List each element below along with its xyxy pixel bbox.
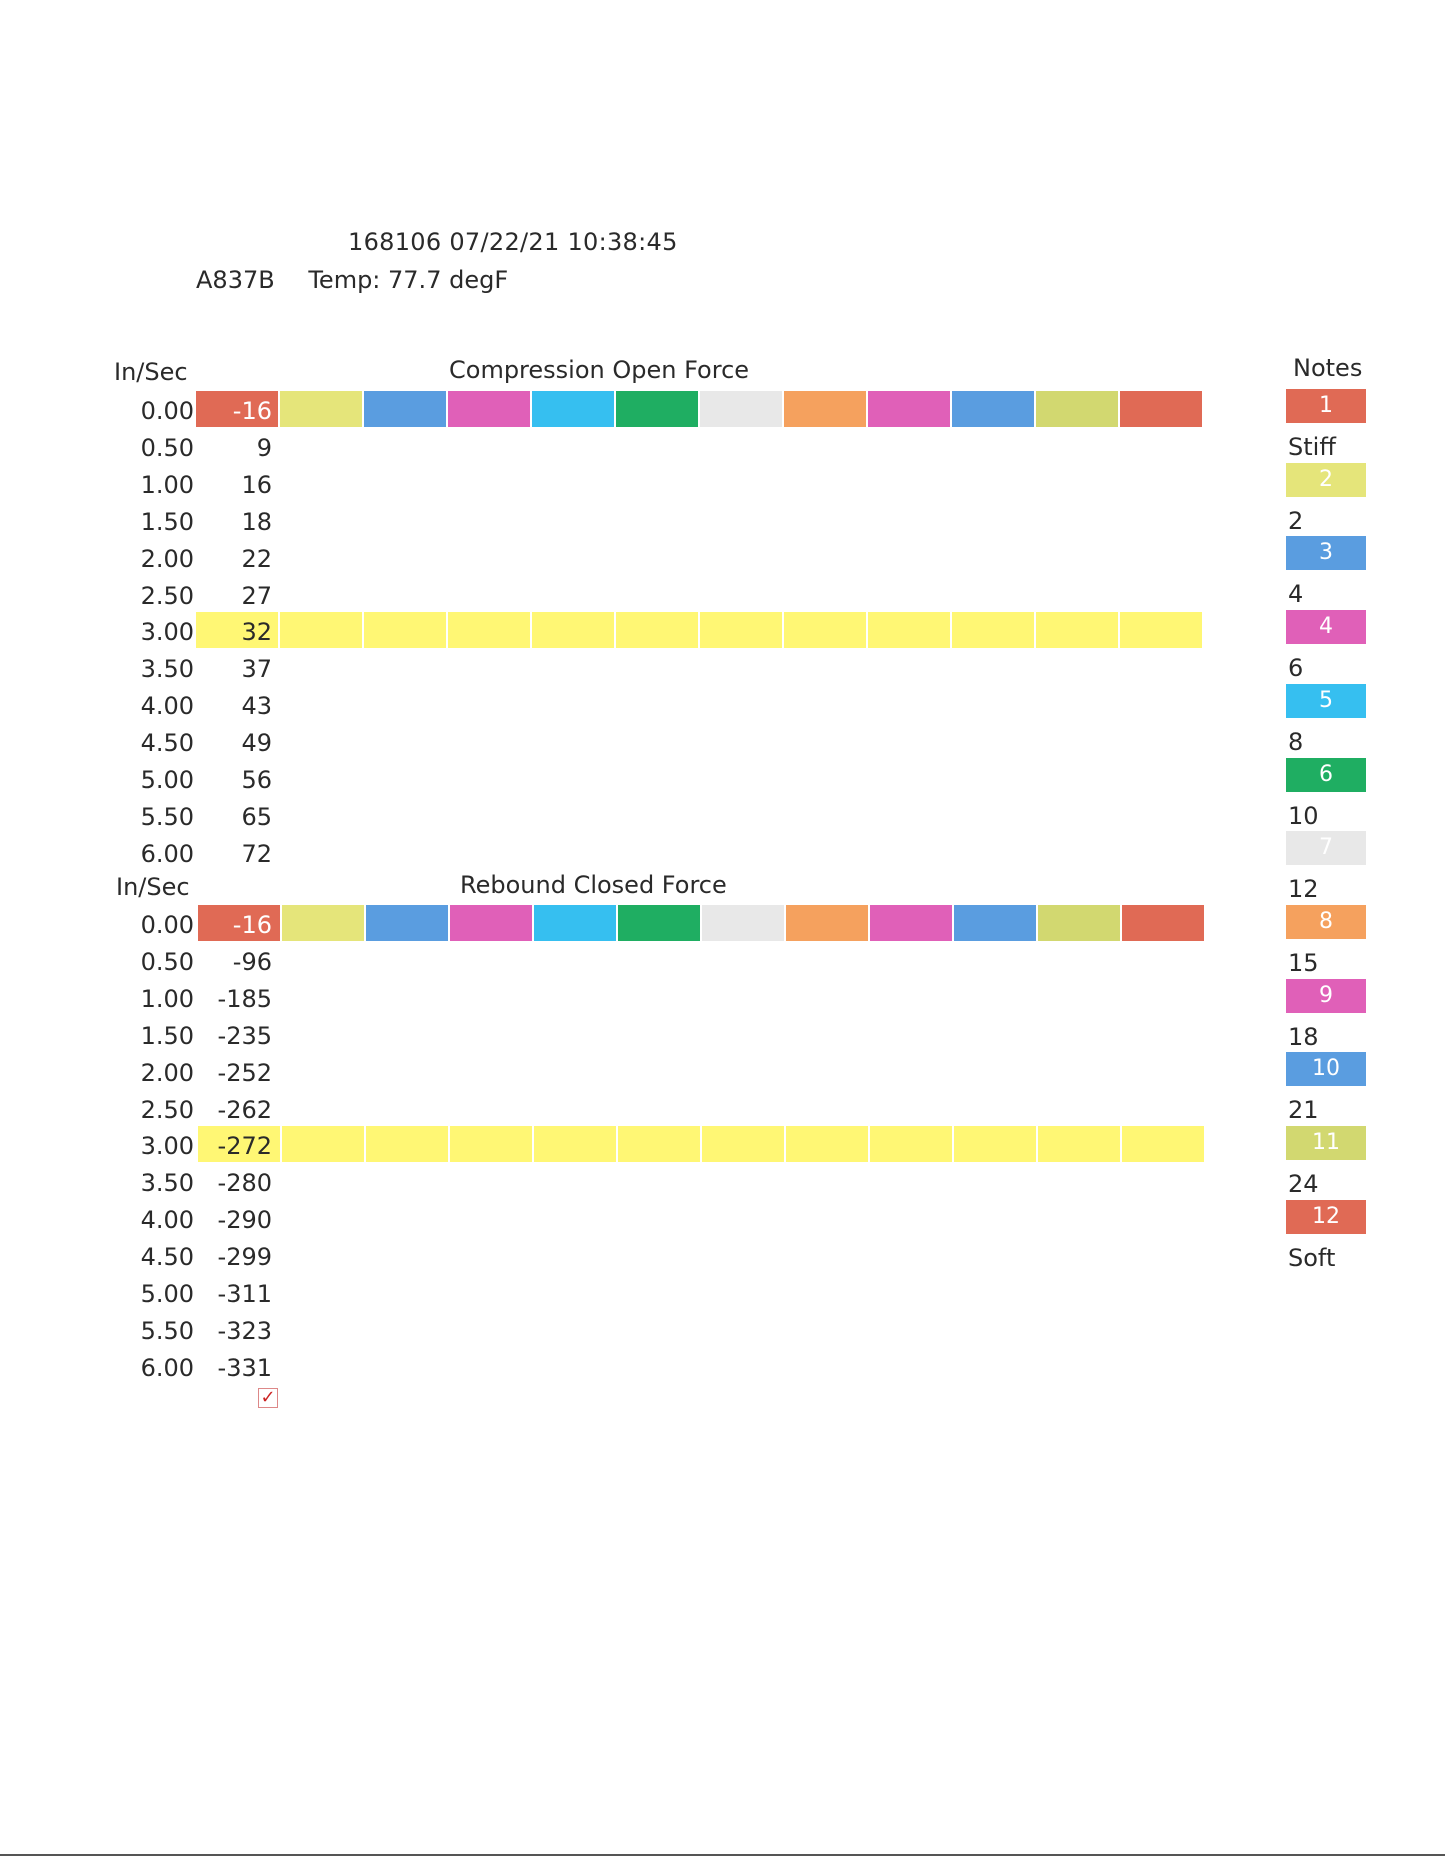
- compression-strip-cell-9: [868, 391, 950, 427]
- rebound-force-0: -16: [232, 911, 272, 939]
- note-swatch-1: 1: [1286, 389, 1366, 423]
- rebound-strip-cell-2: [282, 905, 364, 941]
- part-number: A837B: [196, 266, 275, 294]
- rebound-highlight-cell: [702, 1126, 784, 1162]
- rebound-force-6: -272: [217, 1132, 272, 1161]
- note-label-3: 4: [1288, 580, 1304, 609]
- compression-speed-5: 2.50: [140, 581, 194, 610]
- compression-speed-0: 0.00: [140, 397, 194, 425]
- compression-speed-header: In/Sec: [114, 358, 188, 386]
- compression-force-3: 18: [241, 507, 272, 536]
- note-swatch-11: 11: [1286, 1126, 1366, 1160]
- rebound-strip-cell-10: [954, 905, 1036, 941]
- note-label-12: Soft: [1288, 1243, 1336, 1272]
- part-temp-line: [196, 266, 508, 294]
- compression-speed-8: 4.00: [140, 692, 194, 721]
- compression-force-9: 49: [241, 729, 272, 758]
- rebound-highlight-cell: [534, 1126, 616, 1162]
- rebound-force-11: -323: [217, 1316, 272, 1345]
- note-label-6: 10: [1288, 801, 1319, 830]
- rebound-force-12: -331: [217, 1353, 272, 1382]
- compression-force-10: 56: [241, 766, 272, 794]
- rebound-strip-cell-8: [786, 905, 868, 941]
- compression-highlight-cell: [364, 612, 446, 648]
- rebound-highlight-cell: [1038, 1126, 1120, 1162]
- rebound-speed-5: 2.50: [140, 1095, 194, 1124]
- rebound-highlight-cell: [954, 1126, 1036, 1162]
- compression-highlight-cell: [448, 612, 530, 648]
- compression-speed-11: 5.50: [140, 802, 194, 831]
- rebound-strip-cell-7: [702, 905, 784, 941]
- rebound-strip-cell-12: [1122, 905, 1204, 941]
- rebound-strip-cell-6: [618, 905, 700, 941]
- compression-speed-9: 4.50: [140, 729, 194, 758]
- rebound-speed-0: 0.00: [140, 911, 194, 939]
- compression-force-1: 9: [256, 433, 272, 462]
- rebound-speed-4: 2.00: [140, 1058, 194, 1087]
- rebound-strip-cell-3: [366, 905, 448, 941]
- note-swatch-3: 3: [1286, 536, 1366, 570]
- rebound-highlight-cell: [282, 1126, 364, 1162]
- compression-highlight-cell: [700, 612, 782, 648]
- compression-strip-cell-2: [280, 391, 362, 427]
- note-label-2: 2: [1288, 506, 1304, 535]
- rebound-highlight-cell: [366, 1126, 448, 1162]
- rebound-speed-6: 3.00: [140, 1132, 194, 1161]
- rebound-force-1: -96: [232, 947, 272, 976]
- compression-speed-4: 2.00: [140, 544, 194, 573]
- rebound-strip-cell-4: [450, 905, 532, 941]
- note-swatch-8: 8: [1286, 905, 1366, 939]
- note-swatch-7: 7: [1286, 831, 1366, 865]
- compression-speed-1: 0.50: [140, 433, 194, 462]
- temperature: Temp: 77.7 degF: [308, 266, 509, 294]
- rebound-force-9: -299: [217, 1243, 272, 1272]
- rebound-strip-cell-9: [870, 905, 952, 941]
- rebound-speed-2: 1.00: [140, 984, 194, 1013]
- note-swatch-12: 12: [1286, 1200, 1366, 1234]
- rebound-highlight-cell: [870, 1126, 952, 1162]
- note-label-1: Stiff: [1288, 433, 1336, 461]
- compression-color-strip: [196, 391, 1204, 427]
- compression-force-7: 37: [241, 655, 272, 684]
- rebound-highlight-cell: [1122, 1126, 1204, 1162]
- rebound-strip-cell-5: [534, 905, 616, 941]
- rebound-speed-header: In/Sec: [116, 873, 190, 901]
- compression-speed-10: 5.00: [140, 766, 194, 794]
- compression-strip-cell-6: [616, 391, 698, 427]
- rebound-force-3: -235: [217, 1021, 272, 1050]
- rebound-speed-8: 4.00: [140, 1206, 194, 1235]
- rebound-highlight-row: [198, 1126, 1206, 1162]
- compression-force-6: 32: [241, 618, 272, 647]
- compression-force-5: 27: [241, 581, 272, 610]
- note-label-10: 21: [1288, 1096, 1319, 1125]
- compression-strip-cell-10: [952, 391, 1034, 427]
- compression-strip-cell-5: [532, 391, 614, 427]
- compression-highlight-cell: [868, 612, 950, 648]
- rebound-speed-12: 6.00: [140, 1353, 194, 1382]
- note-label-11: 24: [1288, 1170, 1319, 1198]
- compression-highlight-cell: [1120, 612, 1202, 648]
- compression-force-8: 43: [241, 692, 272, 721]
- notes-title: Notes: [1293, 354, 1363, 382]
- note-swatch-6: 6: [1286, 758, 1366, 792]
- compression-title: Compression Open Force: [449, 356, 750, 384]
- note-swatch-2: 2: [1286, 463, 1366, 497]
- rebound-speed-1: 0.50: [140, 947, 194, 976]
- rebound-title: Rebound Closed Force: [460, 871, 727, 899]
- note-label-8: 15: [1288, 948, 1319, 977]
- compression-force-2: 16: [241, 470, 272, 499]
- compression-strip-cell-11: [1036, 391, 1118, 427]
- compression-highlight-cell: [280, 612, 362, 648]
- rebound-highlight-cell: [450, 1126, 532, 1162]
- page-edge-line: [0, 1854, 1445, 1856]
- note-swatch-9: 9: [1286, 979, 1366, 1013]
- note-label-4: 6: [1288, 654, 1304, 683]
- note-label-5: 8: [1288, 727, 1304, 756]
- compression-strip-cell-7: [700, 391, 782, 427]
- compression-speed-6: 3.00: [140, 618, 194, 647]
- serial-datetime: 168106 07/22/21 10:38:45: [348, 228, 678, 256]
- compression-force-12: 72: [241, 839, 272, 868]
- compression-strip-cell-4: [448, 391, 530, 427]
- compression-speed-2: 1.00: [140, 470, 194, 499]
- compression-strip-cell-8: [784, 391, 866, 427]
- compression-force-11: 65: [241, 802, 272, 831]
- compression-strip-cell-12: [1120, 391, 1202, 427]
- rebound-color-strip: [198, 905, 1206, 941]
- rebound-force-5: -262: [217, 1095, 272, 1124]
- compression-strip-cell-3: [364, 391, 446, 427]
- rebound-speed-3: 1.50: [140, 1021, 194, 1050]
- compression-force-0: -16: [232, 397, 272, 425]
- compression-highlight-cell: [532, 612, 614, 648]
- rebound-speed-7: 3.50: [140, 1169, 194, 1198]
- rebound-highlight-cell: [618, 1126, 700, 1162]
- rebound-speed-9: 4.50: [140, 1243, 194, 1272]
- compression-speed-3: 1.50: [140, 507, 194, 536]
- note-swatch-4: 4: [1286, 610, 1366, 644]
- rebound-force-10: -311: [217, 1280, 272, 1308]
- rebound-highlight-cell: [786, 1126, 868, 1162]
- check-icon[interactable]: ✓: [258, 1388, 278, 1408]
- note-label-7: 12: [1288, 875, 1319, 904]
- compression-highlight-cell: [952, 612, 1034, 648]
- note-label-9: 18: [1288, 1022, 1319, 1051]
- rebound-speed-10: 5.00: [140, 1280, 194, 1308]
- compression-highlight-cell: [616, 612, 698, 648]
- note-swatch-10: 10: [1286, 1052, 1366, 1086]
- compression-speed-7: 3.50: [140, 655, 194, 684]
- compression-highlight-cell: [784, 612, 866, 648]
- rebound-force-7: -280: [217, 1169, 272, 1198]
- rebound-strip-cell-11: [1038, 905, 1120, 941]
- compression-speed-12: 6.00: [140, 839, 194, 868]
- compression-force-4: 22: [241, 544, 272, 573]
- compression-highlight-row: [196, 612, 1204, 648]
- compression-highlight-cell: [1036, 612, 1118, 648]
- rebound-force-4: -252: [217, 1058, 272, 1087]
- rebound-force-2: -185: [217, 984, 272, 1013]
- note-swatch-5: 5: [1286, 684, 1366, 718]
- rebound-speed-11: 5.50: [140, 1316, 194, 1345]
- rebound-force-8: -290: [217, 1206, 272, 1235]
